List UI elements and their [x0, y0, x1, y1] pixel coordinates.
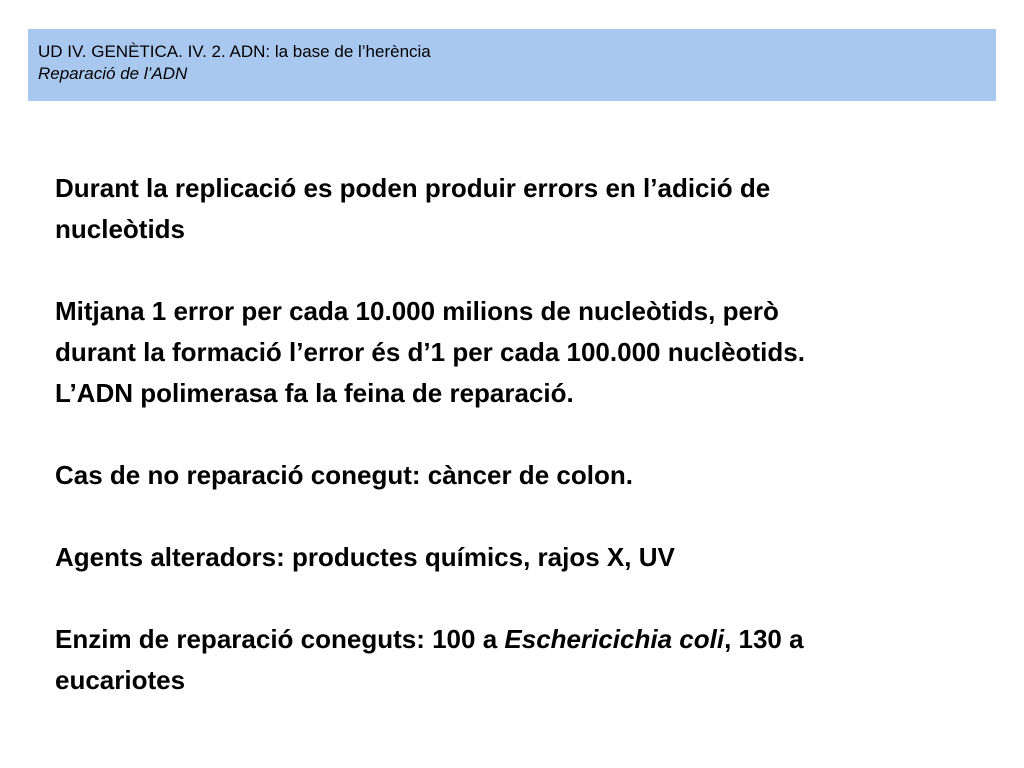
paragraph-repair-enzymes: [55, 619, 955, 701]
text-line: eucariotes: [55, 665, 186, 695]
text-line: Durant la replicació es poden produir errors en l’adició de: [55, 173, 771, 203]
text-line: Cas de no reparació conegut: càncer de colon.: [55, 460, 633, 490]
paragraph-error-rate: [55, 291, 955, 414]
paragraph-altering-agents: [55, 537, 955, 578]
paragraph-replication-errors: [55, 168, 955, 250]
species-name: Eschericichia coli: [504, 624, 725, 654]
text-line: nucleòtids: [55, 214, 186, 244]
text-line: durant la formació l’error és d’1 per cada 100.000 nuclèotids.: [55, 337, 805, 367]
text-line: Mitjana 1 error per cada 10.000 milions de nucleòtids, però: [55, 296, 779, 326]
paragraph-colon-cancer: [55, 455, 955, 496]
header-title: UD IV. GENÈTICA. IV. 2. ADN: la base de l’herència: [38, 42, 431, 61]
slide-body: [55, 168, 955, 742]
text-line: L’ADN polimerasa fa la feina de reparació.: [55, 378, 574, 408]
header-subtitle: Reparació de l’ADN: [38, 64, 188, 83]
slide-header: [28, 29, 996, 101]
text-line: Agents alteradors: productes químics, rajos X, UV: [55, 542, 675, 572]
text-segment: Enzim de reparació coneguts: 100 a: [55, 624, 505, 654]
text-segment: , 130 a: [724, 624, 804, 654]
text-line: [55, 619, 955, 660]
